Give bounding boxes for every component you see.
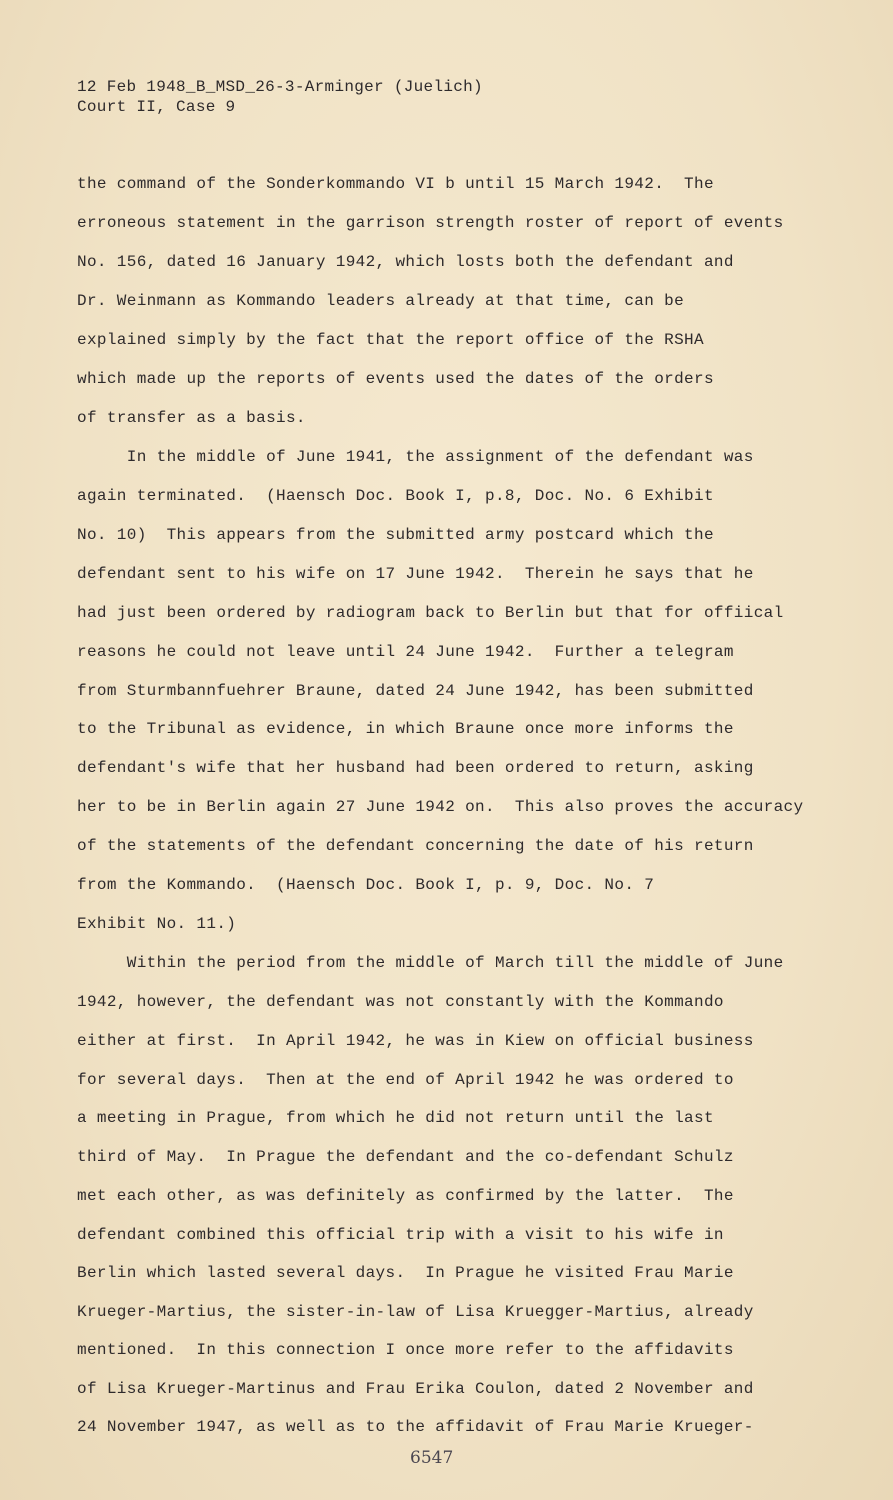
body-line: No. 156, dated 16 January 1942, which losts both the defendant and bbox=[77, 253, 734, 271]
body-line: explained simply by the fact that the report office of the RSHA bbox=[77, 331, 704, 349]
body-line: defendant sent to his wife on 17 June 1942. Therein he says that he bbox=[77, 565, 754, 583]
document-header bbox=[77, 77, 483, 117]
body-line: of the statements of the defendant concerning the date of his return bbox=[77, 837, 754, 855]
body-line: from Sturmbannfuehrer Braune, dated 24 June 1942, has been submitted bbox=[77, 682, 754, 700]
body-line: of Lisa Krueger-Martinus and Frau Erika Coulon, dated 2 November and bbox=[77, 1380, 754, 1398]
body-line: In the middle of June 1941, the assignment of the defendant was bbox=[77, 448, 754, 466]
body-line: again terminated. (Haensch Doc. Book I, p.8, Doc. No. 6 Exhibit bbox=[77, 487, 714, 505]
body-line: a meeting in Prague, from which he did not return until the last bbox=[77, 1109, 714, 1127]
body-line: for several days. Then at the end of April 1942 he was ordered to bbox=[77, 1071, 734, 1089]
body-line: defendant combined this official trip with a visit to his wife in bbox=[77, 1226, 724, 1244]
body-line: No. 10) This appears from the submitted army postcard which the bbox=[77, 526, 714, 544]
body-line: had just been ordered by radiogram back to Berlin but that for offiical bbox=[77, 604, 784, 622]
body-line: Berlin which lasted several days. In Prague he visited Frau Marie bbox=[77, 1264, 734, 1282]
body-line: Exhibit No. 11.) bbox=[77, 915, 237, 933]
header-line-2: Court II, Case 9 bbox=[77, 98, 236, 116]
body-line: third of May. In Prague the defendant and the co-defendant Schulz bbox=[77, 1148, 734, 1166]
body-line: either at first. In April 1942, he was in Kiew on official business bbox=[77, 1032, 754, 1050]
body-line: which made up the reports of events used the dates of the orders bbox=[77, 370, 714, 388]
body-line: to the Tribunal as evidence, in which Braune once more informs the bbox=[77, 720, 734, 738]
body-line: erroneous statement in the garrison strength roster of report of events bbox=[77, 214, 784, 232]
body-line: Within the period from the middle of March till the middle of June bbox=[77, 954, 784, 972]
body-line: met each other, as was definitely as confirmed by the latter. The bbox=[77, 1187, 734, 1205]
body-line: Krueger-Martius, the sister-in-law of Lisa Kruegger-Martius, already bbox=[77, 1303, 754, 1321]
header-line-1: 12 Feb 1948_B_MSD_26-3-Arminger (Juelich) bbox=[77, 78, 483, 96]
body-line: of transfer as a basis. bbox=[77, 409, 306, 427]
body-line: her to be in Berlin again 27 June 1942 on. This also proves the accuracy bbox=[77, 798, 804, 816]
body-line: reasons he could not leave until 24 June 1942. Further a telegram bbox=[77, 643, 734, 661]
body-line: defendant's wife that her husband had been ordered to return, asking bbox=[77, 759, 754, 777]
body-line: the command of the Sonderkommando VI b until 15 March 1942. The bbox=[77, 175, 714, 193]
body-line: Dr. Weinmann as Kommando leaders already at that time, can be bbox=[77, 292, 685, 310]
body-line: mentioned. In this connection I once more refer to the affidavits bbox=[77, 1341, 734, 1359]
body-line: 24 November 1947, as well as to the affidavit of Frau Marie Krueger- bbox=[77, 1418, 754, 1436]
body-line: 1942, however, the defendant was not constantly with the Kommando bbox=[77, 993, 724, 1011]
body-line: from the Kommando. (Haensch Doc. Book I, p. 9, Doc. No. 7 bbox=[77, 876, 655, 894]
page-number: 6547 bbox=[410, 1448, 454, 1468]
